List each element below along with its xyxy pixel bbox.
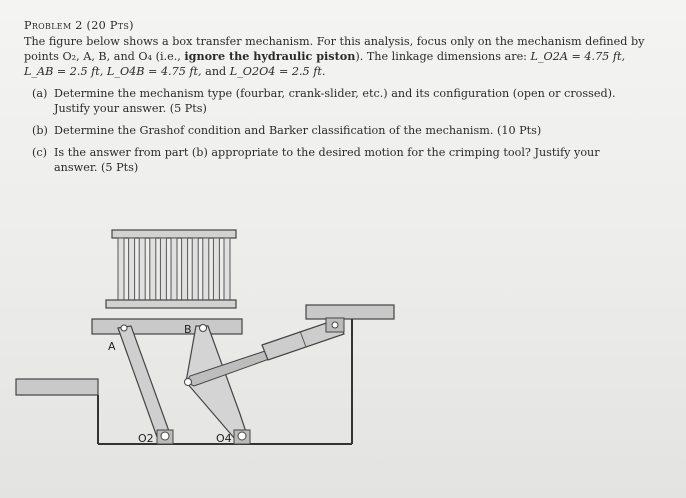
right-conveyor-ledge: [306, 305, 394, 319]
part-b: [32, 123, 664, 138]
part-a-label: (a): [32, 87, 48, 100]
dim-o4b: L_O4B = 4.75 ft,: [106, 65, 202, 78]
rack-slat: [224, 238, 230, 300]
part-c-line-1: Is the answer from part (b) appropriate to the desired motion for the crimping tool? Justify your: [54, 146, 600, 159]
part-a-line-2: Justify your answer. (5 Pts): [54, 102, 207, 115]
rack-slat: [118, 238, 124, 300]
problem-intro: [24, 34, 664, 79]
part-c-line-2: answer. (5 Pts): [54, 161, 139, 174]
label-o2: O2: [138, 432, 154, 445]
dim-ab: L_AB = 2.5 ft,: [24, 65, 104, 78]
link-o2a: [118, 326, 170, 437]
box-rack: [106, 230, 236, 308]
rack-top-bar: [112, 230, 236, 238]
rack-slat: [192, 238, 198, 300]
part-c-label: (c): [32, 146, 47, 159]
part-b-line-1: Determine the Grashof condition and Barker classification of the mechanism. (10 Pts): [54, 124, 542, 137]
rack-slat: [182, 238, 188, 300]
rack-slat: [150, 238, 156, 300]
rack-slats: [118, 238, 230, 300]
rack-slat: [129, 238, 135, 300]
rack-slat: [171, 238, 177, 300]
left-conveyor-ledge: [16, 379, 98, 395]
dim-and: and: [205, 65, 227, 78]
pivot-o4: [234, 430, 250, 444]
label-o4: O4: [216, 432, 232, 445]
transfer-platform: [92, 319, 242, 334]
problem-text: [24, 18, 664, 175]
rack-slat: [139, 238, 145, 300]
rack-slat: [213, 238, 219, 300]
part-c: [32, 145, 664, 175]
pivot-o2: [157, 430, 173, 444]
part-a: [32, 86, 664, 116]
pin-a: [121, 325, 127, 331]
dim-o2a: L_O2A = 4.75 ft,: [530, 50, 626, 63]
part-b-label: (b): [32, 124, 48, 137]
dim-o2o4: L_O2O4 = 2.5 ft.: [229, 65, 326, 78]
pin-b: [200, 325, 207, 332]
intro-emphasis: ignore the hydraulic piston: [184, 49, 356, 63]
intro-line-2c: ). The linkage dimensions are:: [355, 50, 531, 63]
label-a: A: [108, 340, 116, 353]
intro-line-1: The figure below shows a box transfer mechanism. For this analysis, focus only on the mechanism defined by: [24, 35, 645, 48]
label-b: B: [184, 323, 192, 336]
rack-base-bar: [106, 300, 236, 308]
rack-slat: [203, 238, 209, 300]
part-a-line-1: Determine the mechanism type (fourbar, crank-slider, etc.) and its configuration (open or crossed).: [54, 87, 616, 100]
mechanism-figure: [0, 218, 686, 498]
rack-slat: [160, 238, 166, 300]
problem-heading: Problem 2 (20 Pts): [24, 19, 134, 32]
intro-line-2a: points O₂, A, B, and O₄ (i.e.,: [24, 50, 185, 63]
